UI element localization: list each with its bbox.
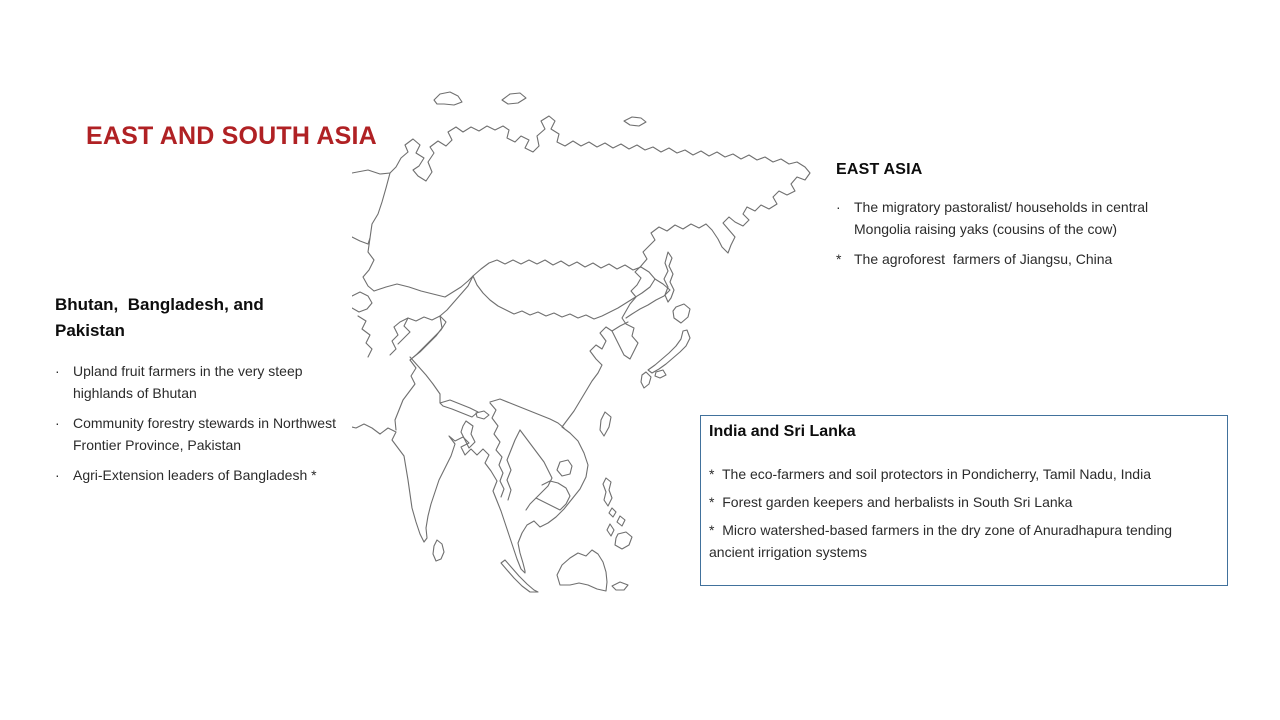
east-asia-heading: EAST ASIA xyxy=(836,161,923,178)
bullet-marker: · xyxy=(55,467,60,483)
bullet-marker: * xyxy=(836,251,842,267)
list-item xyxy=(55,360,355,404)
india-sri-lanka-box xyxy=(700,415,1228,586)
bullet-text: Community forestry stewards in Northwest Frontier Province, Pakistan xyxy=(73,415,340,453)
bullet-marker: · xyxy=(55,363,60,379)
south-asia-section xyxy=(55,292,355,494)
south-asia-heading: Bhutan, Bangladesh, and Pakistan xyxy=(55,295,269,340)
slide-title: EAST AND SOUTH ASIA xyxy=(86,122,377,150)
bullet-text: The agroforest farmers of Jiangsu, China xyxy=(854,251,1113,267)
india-box-item: * Micro watershed-based farmers in the dry zone of Anuradhapura tending ancient irrigation systems xyxy=(709,522,1176,560)
bullet-text: The migratory pastoralist/ households in central Mongolia raising yaks (cousins of the cow) xyxy=(854,199,1153,237)
south-asia-list xyxy=(55,360,355,494)
bullet-marker: · xyxy=(836,199,841,215)
bullet-marker: · xyxy=(55,415,60,431)
india-box-item: * Forest garden keepers and herbalists in South Sri Lanka xyxy=(709,494,1073,510)
list-item xyxy=(55,412,355,456)
list-item xyxy=(836,248,1188,270)
bullet-text: Agri-Extension leaders of Bangladesh * xyxy=(73,467,317,483)
east-asia-list xyxy=(836,196,1188,278)
india-box-heading: India and Sri Lanka xyxy=(709,423,856,440)
list-item xyxy=(55,464,355,486)
east-asia-section xyxy=(836,160,1188,278)
list-item xyxy=(836,196,1188,240)
bullet-text: Upland fruit farmers in the very steep highlands of Bhutan xyxy=(73,363,307,401)
india-box-item: * The eco-farmers and soil protectors in Pondicherry, Tamil Nadu, India xyxy=(709,466,1151,482)
